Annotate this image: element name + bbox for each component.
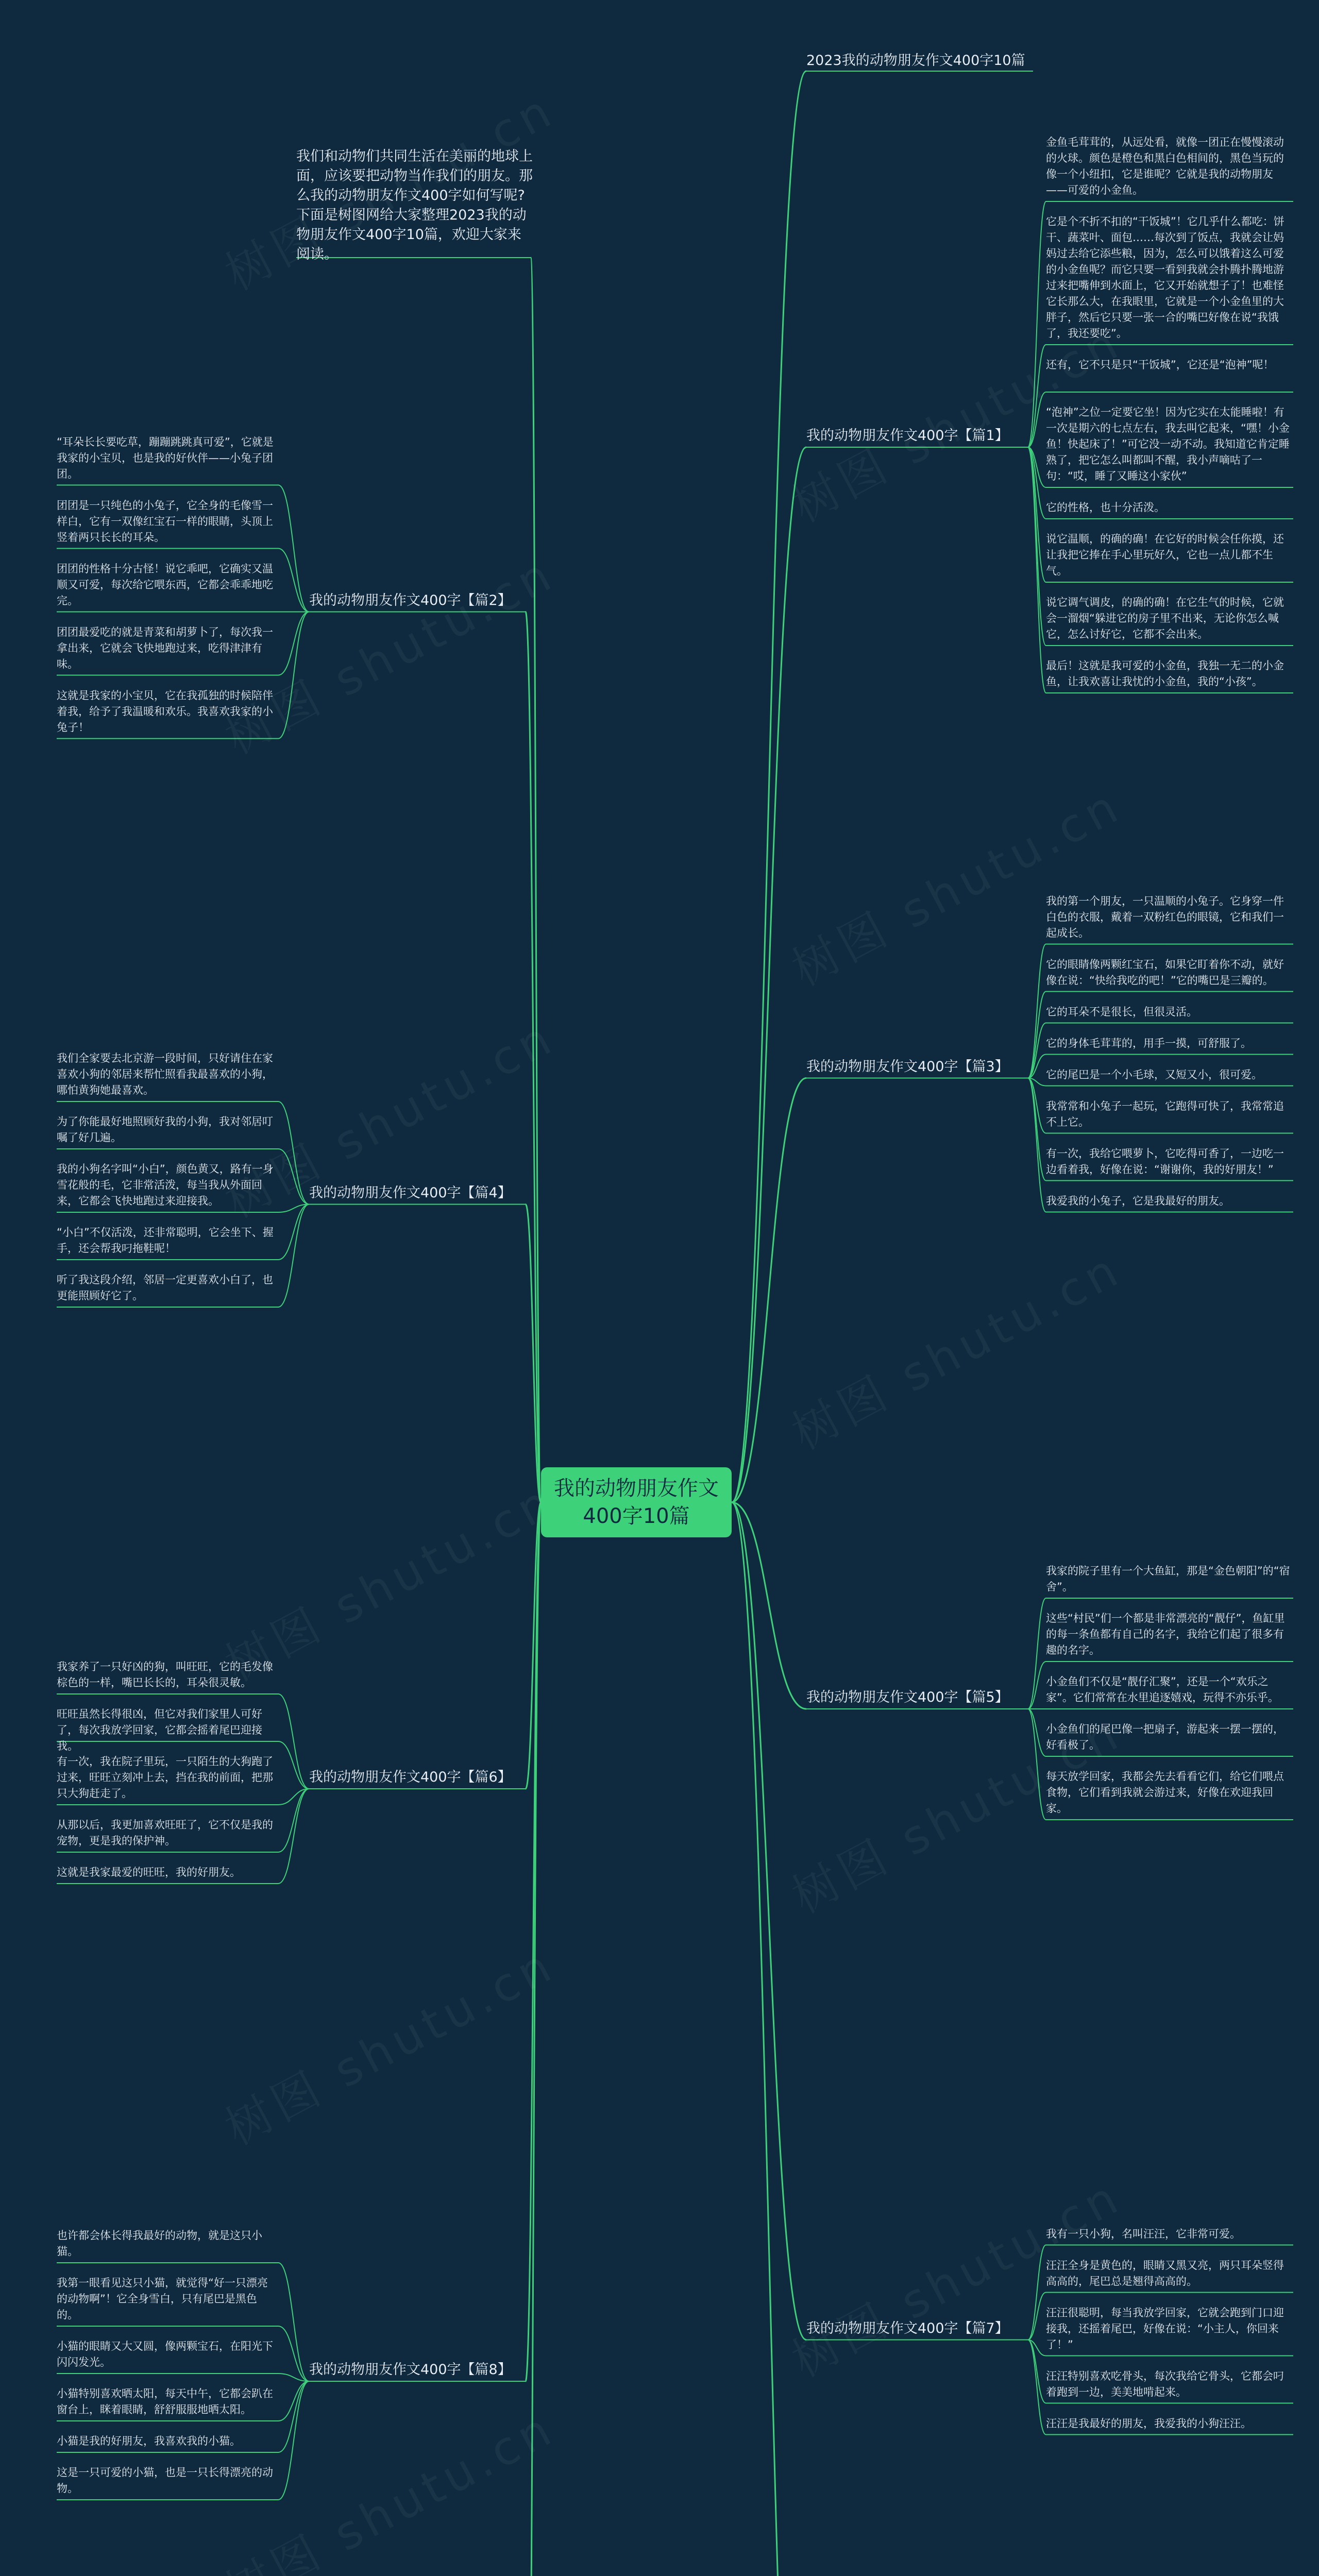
left_branches-leaf: 我家养了一只好凶的狗，叫旺旺，它的毛发像棕色的一样，嘴巴长长的，耳朵很灵敏。 — [57, 1660, 273, 1689]
connector-line — [278, 1205, 309, 1260]
left_branches-leaf: 团团的性格十分古怪！说它乖吧，它确实又温顺又可爱，每次给它喂东西，它都会乖乖地吃完。 — [57, 562, 273, 607]
left_branches-leaf: 有一次，我在院子里玩，一只陌生的大狗跑了过来，旺旺立刻冲上去，挡在我的前面，把那只大狗赶走了。 — [57, 1755, 273, 1800]
connector-line — [732, 1502, 806, 2340]
right_branches-leaf: 说它温顺，的确的确！在它好的时候会任你摸，还让我把它捧在手心里玩好久，它也一点儿都不生气。 — [1046, 533, 1284, 577]
left_branches-leaf: 我的小狗名字叫“小白”，颜色黄又，路有一身雪花般的毛，它非常活泼，每当我从外面回来，它都会飞快地跑过来迎接我。 — [57, 1163, 274, 1207]
connector-line — [278, 2326, 309, 2381]
left_branches-leaf: 小猫的眼睛又大又圆，像两颗宝石，在阳光下闪闪发光。 — [57, 2340, 273, 2368]
root-node: 我的动物朋友作文400字10篇 — [541, 1467, 732, 1537]
connector-line — [278, 1694, 309, 1789]
connector-line — [1028, 201, 1046, 447]
right_branches-leaf: 汪汪是我最好的朋友，我爱我的小狗汪汪。 — [1046, 2417, 1252, 2430]
right_branches-leaf: 它的尾巴是一个小毛球，又短又小，很可爱。 — [1046, 1068, 1262, 1081]
connector-line — [278, 1101, 309, 1205]
connector-line — [1028, 1598, 1046, 1709]
right_branches-leaf: 我常常和小兔子一起玩，它跑得可快了，我常常追不上它。 — [1046, 1099, 1284, 1128]
left_branches-leaf: 小猫是我的好朋友，我喜欢我的小猫。 — [57, 2435, 241, 2447]
connector-line — [732, 1078, 806, 1503]
left_branches-leaf: 团团最爱吃的就是青菜和胡萝卜了，每次我一拿出来，它就会飞快地跑过来，吃得津津有味。 — [57, 625, 273, 670]
right_branches-leaf: 这些“村民”们一个都是非常漂亮的“靓仔”，鱼缸里的每一条鱼都有自己的名字，我给它们起了很多有趣的名字。 — [1046, 1612, 1285, 1656]
connector-line — [1028, 2340, 1046, 2435]
connector-line — [278, 1741, 309, 1789]
right_branches-topic: 我的动物朋友作文400字【篇1】 — [806, 428, 1009, 444]
left_branches-topic: 我的动物朋友作文400字【篇2】 — [309, 592, 512, 608]
left_branches-leaf: 从那以后，我更加喜欢旺旺了，它不仅是我的宠物，更是我的保护神。 — [57, 1819, 273, 1847]
connector-line — [1028, 447, 1046, 646]
left_branches-leaf: 也许都会体长得我最好的动物，就是这只小猫。 — [57, 2229, 262, 2258]
left_branches-topic: 我的动物朋友作文400字【篇6】 — [309, 1769, 512, 1785]
connector-line — [278, 1789, 309, 1852]
right_branches-leaf: 它是个不折不扣的“干饭城”！它几乎什么都吃：饼干、蔬菜叶、面包……每次到了饭点，我就会让妈妈过去给它添些粮，因为，怎么可以饿着这么可爱的小金鱼呢？而它只要一看到我就会扑腾扑腾地游过来把嘴伸到水面上，它又开始就想子了！也难怪它长那么大，在我眼里，它就是一个小金鱼里的大胖子，然后它只要一张一合的嘴巴好像在说“我饿了，我还要吃”。 — [1046, 215, 1284, 340]
left_branches-leaf: 小猫特别喜欢晒太阳，每天中午，它都会趴在窗台上，眯着眼睛，舒舒服服地晒太阳。 — [57, 2387, 273, 2416]
connector-line — [278, 549, 309, 612]
connector-line — [278, 1789, 309, 1884]
intro-left-paragraph: 我们和动物们共同生活在美丽的地球上面，应该要把动物当作我们的朋友。那么我的动物朋友作文400字如何写呢?下面是树图网给大家整理2023我的动物朋友作文400字10篇，欢迎大家来阅读。 — [296, 148, 533, 262]
connector-line — [1028, 1078, 1046, 1181]
right_branches-leaf: “泡神”之位一定要它坐！因为它实在太能睡啦！有一次是期六的七点左右，我去叫它起来，“嘿！小金鱼！快起床了！”可它没一动不动。我知道它肯定睡熟了，把它怎么叫都叫不醒，我小声嘀咕了一句：“哎，睡了又睡这小家伙” — [1046, 406, 1290, 482]
left_branches-leaf: 团团是一只纯色的小兔子，它全身的毛像雪一样白，它有一双像红宝石一样的眼睛，头顶上竖着两只长长的耳朵。 — [57, 499, 273, 544]
left_branches-leaf: “耳朵长长要吃草，蹦蹦跳跳真可爱”，它就是我家的小宝贝，也是我的好伙伴——小兔子团团。 — [57, 435, 274, 480]
right_branches-leaf: 小金鱼们不仅是“靓仔汇聚”，还是一个“欢乐之家”。它们常常在水里追逐嬉戏，玩得不亦乐乎。 — [1046, 1675, 1279, 1704]
left_branches-leaf: 这就是我家的小宝贝，它在我孤独的时候陪伴着我，给予了我温暖和欢乐。我喜欢我家的小兔子！ — [57, 689, 273, 734]
right_branches-leaf: 还有，它不只是只“干饭城”，它还是“泡神”呢！ — [1046, 359, 1274, 371]
connector-line — [278, 1205, 309, 1308]
right_branches-leaf: 它的耳朵不是很长，但很灵活。 — [1046, 1005, 1197, 1018]
right_branches-topic: 我的动物朋友作文400字【篇7】 — [806, 2320, 1009, 2336]
connector-line — [1028, 1662, 1046, 1709]
right_branches-leaf: 汪汪很聪明，每当我放学回家，它就会跑到门口迎接我，还摇着尾巴，好像在说：“小主人，你回来了！” — [1046, 2306, 1284, 2351]
connector-line — [732, 447, 806, 1502]
connector-line — [278, 612, 309, 739]
connector-line — [1028, 345, 1046, 447]
right_branches-leaf: 最后！这就是我可爱的小金鱼，我独一无二的小金鱼，让我欢喜让我忧的小金鱼，我的“小孩”。 — [1046, 659, 1284, 688]
connector-line — [1028, 1078, 1046, 1212]
right_branches-leaf: 我有一只小狗，名叫汪汪，它非常可爱。 — [1046, 2227, 1241, 2240]
connector-line — [1028, 944, 1046, 1078]
connector-line — [732, 1502, 806, 2576]
connector-line — [1028, 2245, 1046, 2340]
connector-line — [1028, 2340, 1046, 2403]
right_branches-leaf: 小金鱼们的尾巴像一把扇子，游起来一摆一摆的，好看极了。 — [1046, 1723, 1284, 1751]
right_branches-leaf: 汪汪特别喜欢吃骨头，每次我给它骨头，它都会叼着跑到一边，美美地啃起来。 — [1046, 2369, 1284, 2398]
right_branches-topic: 我的动物朋友作文400字【篇3】 — [806, 1058, 1009, 1075]
left_branches-leaf: 我第一眼看见这只小猫，就觉得“好一只漂亮的动物啊”！它全身雪白，只有尾巴是黑色的。 — [57, 2277, 268, 2321]
right_branches-leaf: 金鱼毛茸茸的，从远处看，就像一团正在慢慢滚动的火球。颜色是橙色和黑白色相间的，黑色当玩的像一个小纽扣，它是谁呢？它就是我的动物朋友——可爱的小金鱼。 — [1046, 136, 1284, 196]
right_branches-leaf: 汪汪全身是黄色的，眼睛又黑又亮，两只耳朵竖得高高的，尾巴总是翘得高高的。 — [1046, 2259, 1284, 2287]
left_branches-topic: 我的动物朋友作文400字【篇8】 — [309, 2362, 512, 2378]
left_branches-topic: 我的动物朋友作文400字【篇4】 — [309, 1184, 512, 1201]
right_branches-leaf: 它的眼睛像两颗红宝石，如果它盯着你不动，就好像在说：“快给我吃的吧！”它的嘴巴是三瓣的。 — [1046, 958, 1284, 987]
connector-line — [278, 485, 309, 612]
connector-line — [278, 1149, 309, 1205]
right_branches-leaf: 它的身体毛茸茸的，用手一摸，可舒服了。 — [1046, 1037, 1252, 1049]
connector-line — [278, 2263, 309, 2381]
left_branches-leaf: 这就是我家最爱的旺旺，我的好朋友。 — [57, 1866, 241, 1878]
right_branches-leaf: 我家的院子里有一个大鱼缸，那是“金色朝阳”的“宿舍”。 — [1046, 1565, 1290, 1593]
left_branches-leaf: 这是一只可爱的小猫，也是一只长得漂亮的动物。 — [57, 2466, 273, 2495]
right_branches-topic: 我的动物朋友作文400字【篇5】 — [806, 1689, 1009, 1705]
intro-top-title: 2023我的动物朋友作文400字10篇 — [806, 53, 1025, 69]
left_branches-leaf: 为了你能最好地照顾好我的小狗，我对邻居叮嘱了好几遍。 — [57, 1115, 273, 1144]
left_branches-leaf: 旺旺虽然长得很凶，但它对我们家里人可好了，每次我放学回家，它都会摇着尾巴迎接我。 — [57, 1708, 262, 1752]
right_branches-leaf: 说它调气调皮，的确的确！在它生气的时候，它就会一溜烟“躲进它的房子里不出来，无论你怎么喊它，怎么讨好它，它都不会出来。 — [1046, 596, 1284, 640]
connector-line — [278, 2381, 309, 2500]
right_branches-leaf: 它的性格，也十分活泼。 — [1046, 501, 1165, 514]
right_branches-leaf: 我的第一个朋友，一只温顺的小兔子。它身穿一件白色的衣服，戴着一双粉红色的眼镜，它和我们一起成长。 — [1046, 894, 1284, 939]
left_branches-leaf: 我们全家要去北京游一段时间，只好请住在家喜欢小狗的邻居来帮忙照看我最喜欢的小狗，哪怕黄狗她最喜欢。 — [57, 1052, 273, 1096]
connector-line — [1028, 2293, 1046, 2340]
left_branches-leaf: “小白”不仅活泼，还非常聪明，它会坐下、握手，还会帮我叼拖鞋呢！ — [57, 1226, 274, 1255]
left_branches-leaf: 听了我这段介绍，邻居一定更喜欢小白了，也更能照顾好它了。 — [57, 1274, 273, 1302]
right_branches-leaf: 我爱我的小兔子，它是我最好的朋友。 — [1046, 1194, 1230, 1207]
right_branches-leaf: 有一次，我给它喂萝卜，它吃得可香了，一边吃一边看着我，好像在说：“谢谢你，我的好朋友！” — [1046, 1147, 1284, 1176]
connector-line — [278, 612, 309, 675]
connector-line — [1028, 1709, 1046, 1756]
right_branches-leaf: 每天放学回家，我都会先去看看它们，给它们喂点食物，它们看到我就会游过来，好像在欢迎我回家。 — [1046, 1770, 1284, 1815]
connector-line — [1028, 1709, 1046, 1820]
